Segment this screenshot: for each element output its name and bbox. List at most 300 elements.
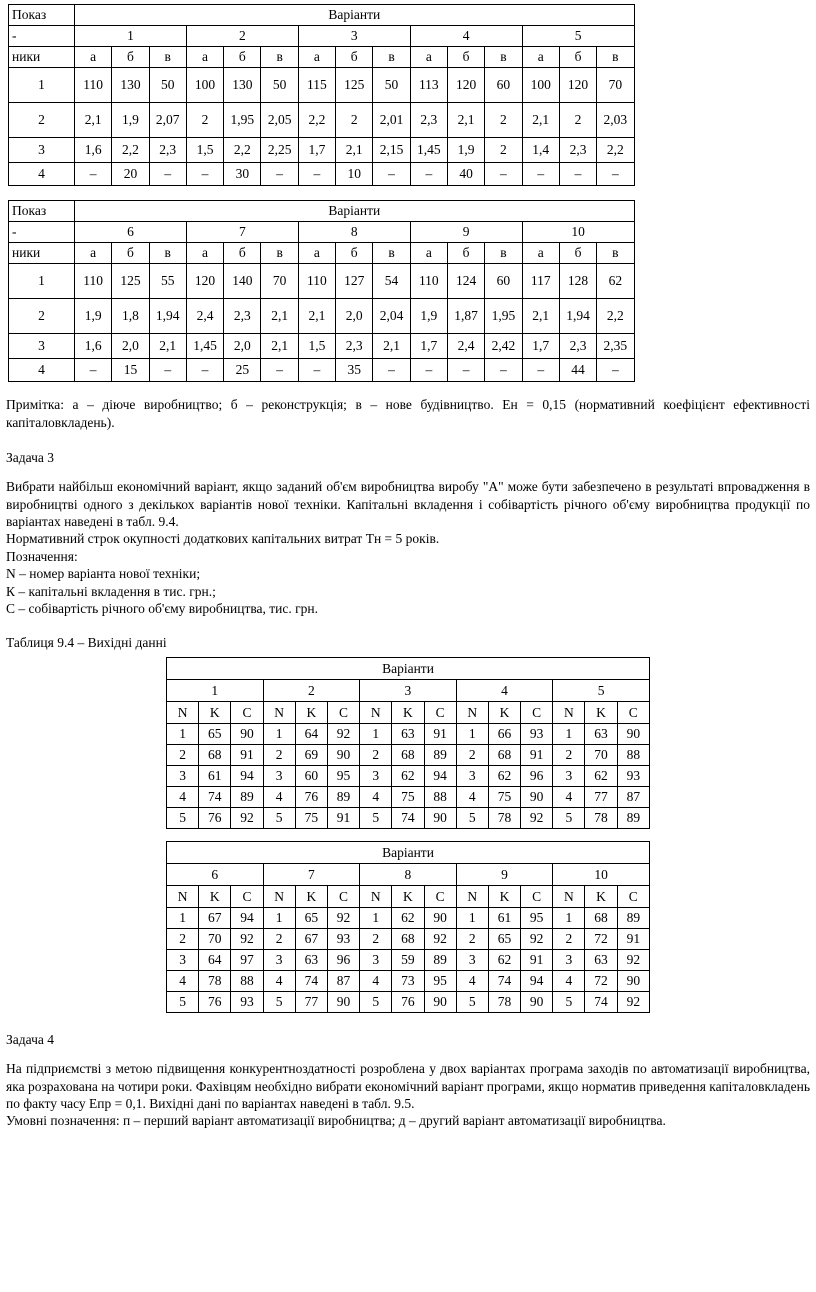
cell: 92 [617, 950, 649, 971]
cell: 88 [424, 787, 456, 808]
cell: 4 [360, 787, 392, 808]
cell: 89 [424, 745, 456, 766]
cell: 3 [167, 950, 199, 971]
cell: – [186, 163, 223, 186]
table-row [9, 5, 635, 26]
cell: 78 [585, 808, 617, 829]
cell: 2 [553, 929, 585, 950]
cell: 77 [295, 992, 327, 1013]
cell: 93 [617, 766, 649, 787]
cell: 5 [167, 992, 199, 1013]
subcol-header: в [373, 243, 410, 264]
cell: 65 [295, 908, 327, 929]
table-94-caption: Таблиця 9.4 – Вихідні данні [6, 634, 167, 650]
cell: 4 [553, 787, 585, 808]
cell: 3 [167, 766, 199, 787]
cell: 75 [295, 808, 327, 829]
cell: 92 [231, 929, 263, 950]
subcol-header: в [597, 47, 634, 68]
cell: 128 [559, 264, 596, 299]
cell: 90 [617, 971, 649, 992]
cell: 77 [585, 787, 617, 808]
subcol-header: C [231, 702, 263, 724]
cell: – [373, 163, 410, 186]
subcol-header: в [485, 47, 522, 68]
group-title: Варіанти [75, 5, 635, 26]
cell: 2 [456, 929, 488, 950]
task-4-title: Задача 4 [6, 1032, 54, 1048]
cell: 2,07 [149, 103, 186, 138]
cell: 124 [447, 264, 484, 299]
variant-header: 10 [522, 222, 634, 243]
bottom-spacer [6, 1129, 810, 1137]
cell: 87 [617, 787, 649, 808]
cell: 59 [392, 950, 424, 971]
cell: 2 [360, 745, 392, 766]
subcol-header: K [488, 886, 520, 908]
cell: 2,42 [485, 334, 522, 359]
cell: 91 [521, 950, 553, 971]
task-3-title: Задача 3 [6, 450, 54, 466]
cell: 63 [392, 724, 424, 745]
group-title: Варіанти [75, 201, 635, 222]
cell: 5 [167, 808, 199, 829]
table-row [167, 702, 650, 724]
cell: 97 [231, 950, 263, 971]
subcol-header: а [298, 243, 335, 264]
cell: 78 [199, 971, 231, 992]
cell: 5 [263, 808, 295, 829]
variant-header: 1 [75, 26, 187, 47]
cell: 2 [186, 103, 223, 138]
cell: 92 [521, 808, 553, 829]
group-title: Варіанти [167, 658, 650, 680]
subcol-header: в [149, 243, 186, 264]
table-row [9, 103, 635, 138]
cell: 1 [167, 908, 199, 929]
row-number: 4 [9, 163, 75, 186]
subcol-header: а [75, 47, 112, 68]
subcol-header: б [447, 243, 484, 264]
table-row [167, 992, 650, 1013]
cell: 89 [231, 787, 263, 808]
cell: 95 [327, 766, 359, 787]
cell: 2 [263, 745, 295, 766]
cell: 127 [336, 264, 373, 299]
table-row [9, 264, 635, 299]
cell: 4 [263, 971, 295, 992]
cell: 2 [485, 138, 522, 163]
cell: 1,5 [298, 334, 335, 359]
cell: 3 [456, 950, 488, 971]
cell: 1,9 [112, 103, 149, 138]
cell: 1,7 [410, 334, 447, 359]
cell: 113 [410, 68, 447, 103]
table-94-part-a [166, 657, 650, 829]
cell: 4 [263, 787, 295, 808]
variant-header: 8 [298, 222, 410, 243]
cell: 70 [597, 68, 634, 103]
subcol-header: а [186, 47, 223, 68]
row-number: 2 [9, 103, 75, 138]
cell: 90 [424, 808, 456, 829]
subcol-header: K [295, 886, 327, 908]
cell: 89 [617, 808, 649, 829]
cell: 90 [327, 992, 359, 1013]
cell: 5 [553, 992, 585, 1013]
table-row [167, 929, 650, 950]
cell: 100 [522, 68, 559, 103]
cell: 2 [456, 745, 488, 766]
cell: 120 [186, 264, 223, 299]
cell: – [410, 359, 447, 382]
cell: 75 [488, 787, 520, 808]
cell: 93 [521, 724, 553, 745]
subcol-header: б [224, 47, 261, 68]
table-row [167, 680, 650, 702]
cell: 70 [199, 929, 231, 950]
cell: 95 [521, 908, 553, 929]
cell: 78 [488, 808, 520, 829]
table-94-part-b [166, 841, 650, 1013]
cell: 4 [167, 971, 199, 992]
cell: 92 [424, 929, 456, 950]
cell: 2,1 [149, 334, 186, 359]
task-3-notation-list [6, 530, 810, 618]
cell: 115 [298, 68, 335, 103]
table-93-part-a [8, 4, 635, 186]
cell: 72 [585, 971, 617, 992]
subcol-header: K [488, 702, 520, 724]
cell: 73 [392, 971, 424, 992]
cell: 1,45 [186, 334, 223, 359]
cell: 87 [327, 971, 359, 992]
cell: 89 [327, 787, 359, 808]
cell: 2,1 [447, 103, 484, 138]
cell: 2,35 [597, 334, 634, 359]
cell: 62 [585, 766, 617, 787]
cell: 2 [360, 929, 392, 950]
table-row [167, 745, 650, 766]
cell: 94 [424, 766, 456, 787]
subcol-header: C [231, 886, 263, 908]
task-3-body: Вибрати найбільш економічний варіант, якщо заданий об'єм виробництва виробу "А" може бути забезпечено в результаті впровадження в виробництві одного з декількох варіантів нової техніки. Капітальні вкладення і собівартість річного об'єму виробництва продукції по варіантах наведені в табл. 9.4. [6, 479, 810, 529]
table-row [9, 243, 635, 264]
cell: 65 [199, 724, 231, 745]
cell: 1 [456, 724, 488, 745]
cell: 4 [456, 787, 488, 808]
cell: – [75, 163, 112, 186]
cell: 62 [597, 264, 634, 299]
variant-header: 9 [456, 864, 553, 886]
cell: 1 [360, 724, 392, 745]
cell: 90 [521, 992, 553, 1013]
subcol-header: C [424, 886, 456, 908]
cell: 3 [553, 766, 585, 787]
cell: 5 [360, 808, 392, 829]
cell: 25 [224, 359, 261, 382]
variant-header: 4 [456, 680, 553, 702]
cell: 68 [392, 745, 424, 766]
cell: 100 [186, 68, 223, 103]
cell: 91 [231, 745, 263, 766]
cell: 44 [559, 359, 596, 382]
cell: 91 [521, 745, 553, 766]
table-row [167, 971, 650, 992]
table-row [167, 724, 650, 745]
cell: 2 [167, 929, 199, 950]
variant-header: 7 [263, 864, 360, 886]
cell: 90 [231, 724, 263, 745]
cell: 2,3 [559, 138, 596, 163]
cell: – [261, 163, 298, 186]
table-row [9, 299, 635, 334]
subcol-header: K [199, 702, 231, 724]
cell: 1,87 [447, 299, 484, 334]
cell: 61 [199, 766, 231, 787]
subcol-header: C [327, 702, 359, 724]
cell: 55 [149, 264, 186, 299]
cell: 2,3 [410, 103, 447, 138]
cell: 76 [199, 992, 231, 1013]
cell: 60 [485, 264, 522, 299]
task-3-line: Позначення: [6, 548, 78, 564]
cell: 1,7 [522, 334, 559, 359]
cell: 1,4 [522, 138, 559, 163]
cell: 15 [112, 359, 149, 382]
cell: 92 [617, 992, 649, 1013]
cell: 1,6 [75, 138, 112, 163]
cell: 3 [263, 950, 295, 971]
header-label-line-2: - [9, 222, 75, 243]
cell: 2,03 [597, 103, 634, 138]
cell: 92 [327, 908, 359, 929]
subcol-header: K [585, 702, 617, 724]
cell: 2 [167, 745, 199, 766]
cell: – [186, 359, 223, 382]
variant-header: 3 [298, 26, 410, 47]
subcol-header: б [336, 243, 373, 264]
cell: 96 [327, 950, 359, 971]
cell: 1,9 [447, 138, 484, 163]
cell: 2,25 [261, 138, 298, 163]
row-number: 1 [9, 68, 75, 103]
subcol-header: а [410, 47, 447, 68]
cell: 96 [521, 766, 553, 787]
subcol-header: в [149, 47, 186, 68]
subcol-header: N [263, 702, 295, 724]
cell: 90 [327, 745, 359, 766]
cell: 1,7 [298, 138, 335, 163]
subcol-header: в [485, 243, 522, 264]
table-row [167, 950, 650, 971]
task-3-line: С – собівартість річного об'єму виробництва, тис. грн. [6, 601, 319, 617]
cell: 67 [295, 929, 327, 950]
table-94-part-a-wrap [6, 657, 810, 829]
cell: 69 [295, 745, 327, 766]
row-number: 1 [9, 264, 75, 299]
table-row [167, 808, 650, 829]
cell: 90 [521, 787, 553, 808]
table-93-part-b [8, 200, 635, 382]
cell: 110 [410, 264, 447, 299]
variant-header: 5 [553, 680, 650, 702]
subcol-header: C [617, 886, 649, 908]
variant-header: 6 [167, 864, 264, 886]
cell: 91 [617, 929, 649, 950]
cell: 1,6 [75, 334, 112, 359]
cell: 2,0 [336, 299, 373, 334]
cell: 1 [456, 908, 488, 929]
cell: 2,4 [447, 334, 484, 359]
subcol-header: а [522, 47, 559, 68]
cell: – [597, 163, 634, 186]
cell: – [447, 359, 484, 382]
cell: 70 [261, 264, 298, 299]
cell: 10 [336, 163, 373, 186]
subcol-header: N [167, 886, 199, 908]
cell: 2 [336, 103, 373, 138]
row-number: 2 [9, 299, 75, 334]
variant-header: 8 [360, 864, 457, 886]
cell: 91 [327, 808, 359, 829]
cell: 4 [456, 971, 488, 992]
cell: – [298, 359, 335, 382]
cell: 74 [295, 971, 327, 992]
cell: 1 [263, 724, 295, 745]
cell: – [485, 163, 522, 186]
cell: 91 [424, 724, 456, 745]
cell: 74 [585, 992, 617, 1013]
cell: 130 [224, 68, 261, 103]
subcol-header: б [447, 47, 484, 68]
table-row [9, 359, 635, 382]
cell: 1,45 [410, 138, 447, 163]
cell: 75 [392, 787, 424, 808]
cell: 63 [295, 950, 327, 971]
cell: 60 [485, 68, 522, 103]
cell: 94 [231, 766, 263, 787]
cell: 60 [295, 766, 327, 787]
variant-header: 2 [186, 26, 298, 47]
cell: 2,2 [224, 138, 261, 163]
cell: 4 [553, 971, 585, 992]
cell: 3 [360, 950, 392, 971]
subcol-header: N [360, 886, 392, 908]
cell: 4 [360, 971, 392, 992]
cell: 2,0 [224, 334, 261, 359]
cell: 1 [553, 724, 585, 745]
cell: 2 [559, 103, 596, 138]
cell: 64 [199, 950, 231, 971]
cell: 74 [199, 787, 231, 808]
cell: 2,3 [559, 334, 596, 359]
subcol-header: б [112, 243, 149, 264]
subcol-header: б [336, 47, 373, 68]
cell: 2,01 [373, 103, 410, 138]
cell: 2,2 [597, 138, 634, 163]
subcol-header: C [424, 702, 456, 724]
cell: 50 [373, 68, 410, 103]
subcol-header: N [456, 886, 488, 908]
cell: 50 [261, 68, 298, 103]
subcol-header: K [392, 702, 424, 724]
cell: 2 [553, 745, 585, 766]
cell: 95 [424, 971, 456, 992]
cell: 4 [167, 787, 199, 808]
cell: 62 [488, 766, 520, 787]
cell: 2,0 [112, 334, 149, 359]
table-row [167, 864, 650, 886]
cell: 2,3 [336, 334, 373, 359]
cell: 68 [585, 908, 617, 929]
subcol-header: б [559, 47, 596, 68]
cell: 5 [263, 992, 295, 1013]
cell: 63 [585, 950, 617, 971]
subcol-header: K [295, 702, 327, 724]
cell: 89 [617, 908, 649, 929]
cell: – [75, 359, 112, 382]
cell: 1,5 [186, 138, 223, 163]
cell: 2,04 [373, 299, 410, 334]
row-number: 3 [9, 334, 75, 359]
task-4-body: На підприємстві з метою підвищення конкурентноздатності розроблена у двох варіантах програма заходів по автоматизації виробництва, яка розрахована на чотири роки. Фахівцям необхідно вибрати економічний варіант програми, якщо норматив приведення капіталовкладень по факту часу Eпр = 0,1. Вихідні дані по варіантах наведені в табл. 9.5. [6, 1061, 810, 1111]
cell: 1 [167, 724, 199, 745]
variant-header: 2 [263, 680, 360, 702]
subcol-header: б [224, 243, 261, 264]
table-row [9, 222, 635, 243]
cell: 2 [263, 929, 295, 950]
cell: – [522, 163, 559, 186]
subcol-header: б [559, 243, 596, 264]
task-3-line: К – капітальні вкладення в тис. грн.; [6, 583, 216, 599]
cell: 88 [231, 971, 263, 992]
cell: 130 [112, 68, 149, 103]
cell: 20 [112, 163, 149, 186]
cell: 2,1 [336, 138, 373, 163]
cell: 2,1 [298, 299, 335, 334]
cell: 140 [224, 264, 261, 299]
cell: – [522, 359, 559, 382]
cell: 92 [521, 929, 553, 950]
variant-header: 3 [360, 680, 457, 702]
table-note: Примітка: а – діюче виробництво; б – реконструкція; в – нове будівництво. Eн = 0,15 (нормативний коефіцієнт ефективності капіталовкладень). [6, 397, 810, 430]
cell: 35 [336, 359, 373, 382]
cell: – [559, 163, 596, 186]
cell: 1,8 [112, 299, 149, 334]
cell: 54 [373, 264, 410, 299]
cell: 78 [488, 992, 520, 1013]
cell: 1,95 [485, 299, 522, 334]
cell: 2,3 [224, 299, 261, 334]
header-label-line-1: Показ [9, 5, 75, 26]
cell: 68 [488, 745, 520, 766]
subcol-header: в [261, 47, 298, 68]
cell: 90 [424, 908, 456, 929]
cell: 2,1 [75, 103, 112, 138]
table-row [167, 908, 650, 929]
subcol-header: N [167, 702, 199, 724]
cell: – [373, 359, 410, 382]
table-row [9, 68, 635, 103]
subcol-header: в [597, 243, 634, 264]
cell: 94 [231, 908, 263, 929]
cell: 68 [199, 745, 231, 766]
table-row [9, 163, 635, 186]
cell: 92 [231, 808, 263, 829]
cell: 74 [488, 971, 520, 992]
cell: 5 [456, 992, 488, 1013]
